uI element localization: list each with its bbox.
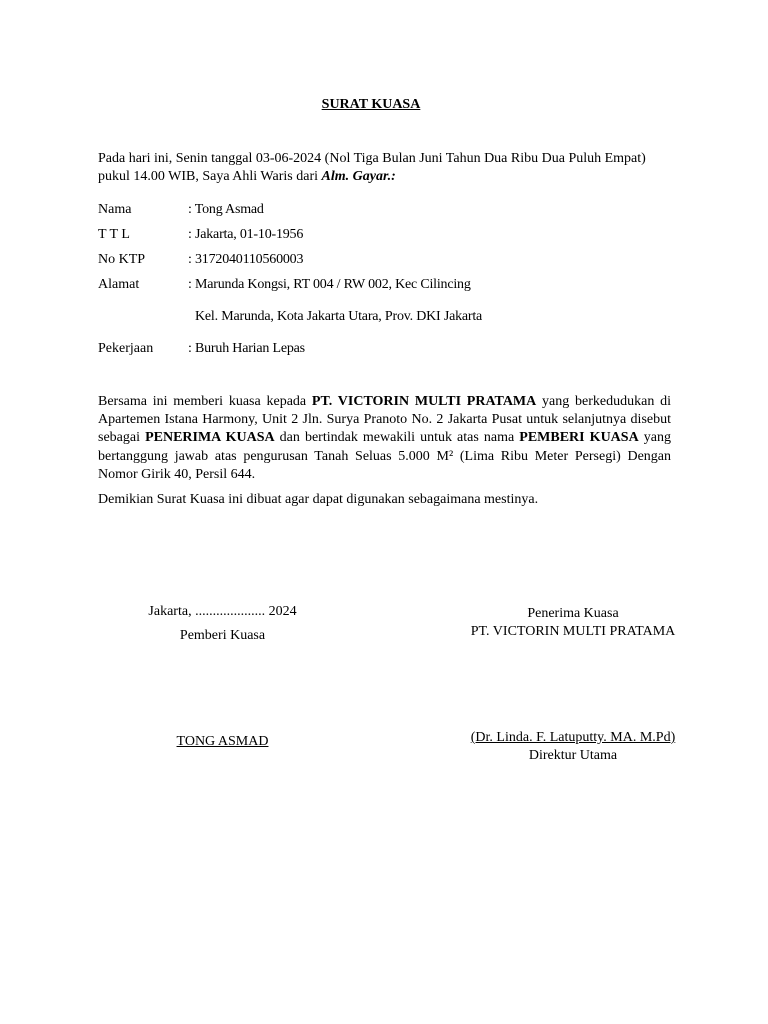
intro-paragraph: [98, 150, 678, 186]
field-label-nama: Nama: [98, 202, 132, 217]
receiver-title: Direktur Utama: [528, 748, 618, 763]
field-value-nama: : Tong Asmad: [188, 202, 264, 217]
place-date: Jakarta, .................... 2024: [148, 604, 297, 619]
body-text-3: dan bertindak mewakili untuk atas nama: [274, 430, 520, 446]
company-name: PT. VICTORIN MULTI PRATAMA: [311, 394, 537, 409]
receiver-term: PENERIMA KUASA: [145, 430, 275, 446]
body-text-2: yang berkedudukan di Apartemen Istana Harmony, Unit 2 Jln. Surya Pranoto No. 2 Jakarta Pusat untuk selanjutnya disebut sebagai: [98, 394, 671, 446]
body-text-1: Bersama ini memberi kuasa kepada: [98, 394, 312, 409]
field-value-ttl: : Jakarta, 01-10-1956: [188, 227, 304, 242]
intro-text: Pada hari ini, Senin tanggal 03-06-2024 (Nol Tiga Bulan Juni Tahun Dua Ribu Dua Puluh Empat) pukul 14.00 WIB, Saya Ahli Waris dari: [98, 151, 646, 184]
field-value-alamat-line2: Kel. Marunda, Kota Jakarta Utara, Prov. DKI Jakarta: [195, 309, 483, 324]
closing-paragraph: Demikian Surat Kuasa ini dibuat agar dapat digunakan sebagaimana mestinya.: [98, 492, 539, 507]
giver-role: Pemberi Kuasa: [179, 628, 266, 643]
giver-signature-block: [140, 734, 305, 750]
field-label-ttl: T T L: [98, 227, 130, 242]
field-label-pekerjaan: Pekerjaan: [98, 341, 154, 356]
field-value-pekerjaan: : Buruh Harian Lepas: [188, 341, 305, 356]
receiver-name: (Dr. Linda. F. Latuputty. MA. M.Pd): [470, 730, 676, 745]
body-text-4: yang bertanggung jawab atas pengurusan Tanah Seluas 5.000 M² (Lima Ribu Meter Persegi) Dengan Nomor Girik 40, Persil 644.: [98, 430, 671, 482]
body-paragraph: [98, 393, 671, 484]
field-value-alamat: : Marunda Kongsi, RT 004 / RW 002, Kec Cilincing: [188, 277, 471, 292]
receiver-company: PT. VICTORIN MULTI PRATAMA: [470, 624, 676, 639]
document-title: SURAT KUASA: [321, 97, 421, 112]
giver-name: TONG ASMAD: [176, 734, 269, 749]
giver-term: PEMBERI KUASA: [519, 430, 639, 446]
field-label-alamat: Alamat: [98, 277, 140, 292]
field-value-ktp: : 3172040110560003: [188, 252, 304, 267]
receiver-role: Penerima Kuasa: [527, 606, 619, 621]
deceased-name: Alm. Gayar.:: [321, 169, 396, 184]
field-label-ktp: No KTP: [98, 252, 146, 267]
